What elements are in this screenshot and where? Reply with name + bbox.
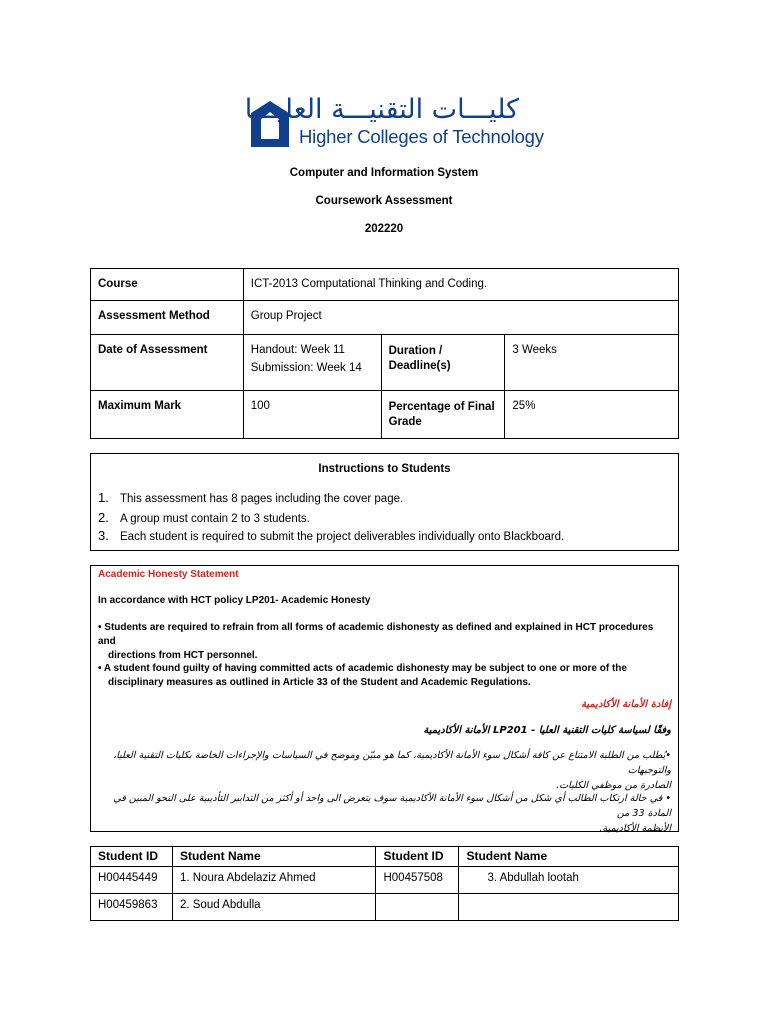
honesty-arabic-bullet-1	[101, 748, 671, 793]
handout-week: Handout: Week 11	[250, 344, 345, 356]
honesty-bullet-1-line-2: directions from HCT personnel.	[108, 650, 258, 661]
instruction-item	[98, 510, 310, 525]
max-mark-row	[91, 391, 679, 439]
student-name-cell: 1. Noura Abdelaziz Ahmed	[172, 867, 376, 894]
course-value: ICT-2013 Computational Thinking and Coding.	[243, 269, 678, 301]
honesty-bullet-2-line-2: disciplinary measures as outlined in Article 33 of the Student and Academic Regulations.	[108, 677, 531, 688]
hct-logo	[244, 94, 544, 153]
honesty-bullet-2-line-1: • A student found guilty of having committed acts of academic dishonesty may be subject to one or more of the	[98, 663, 627, 674]
students-table	[90, 846, 679, 921]
students-header-row	[91, 847, 679, 867]
method-row	[91, 301, 679, 335]
student-name-cell: 2. Soud Abdulla	[172, 894, 376, 921]
percentage-label: Percentage of Final Grade	[381, 391, 505, 439]
honesty-arabic-bullet-2	[101, 791, 671, 836]
submission-week: Submission: Week 14	[250, 362, 362, 374]
table-row	[91, 867, 679, 894]
instruction-number: 3.	[98, 528, 109, 543]
header-student-id: Student ID	[91, 847, 173, 867]
date-value	[243, 335, 381, 391]
instruction-item	[98, 528, 564, 543]
date-row	[91, 335, 679, 391]
honesty-arabic-bullet-2-line-1: • في حالة ارتكاب الطالب أي شكل من أشكال سوء الأمانة الأكاديمية سوف يتعرض الى واحد أو أكثر من التدابير التأديبية على النحو المبين في المادة 33 من	[113, 793, 671, 819]
honesty-title: Academic Honesty Statement	[98, 569, 239, 580]
department-title: Computer and Information System	[289, 167, 479, 179]
course-info-table	[90, 268, 679, 439]
instructions-title: Instructions to Students	[318, 463, 451, 475]
course-label: Course	[91, 269, 244, 301]
logo-arabic-name: كليـــات التقنيـــة العليـــا	[244, 94, 519, 125]
instructions-box	[90, 453, 679, 551]
course-row	[91, 269, 679, 301]
honesty-bullet-2	[98, 662, 668, 690]
honesty-policy: In accordance with HCT policy LP201- Academic Honesty	[98, 595, 371, 606]
header-student-name: Student Name	[459, 847, 679, 867]
student-id-cell: H00459863	[91, 894, 173, 921]
duration-label: Duration / Deadline(s)	[381, 335, 505, 391]
instruction-number: 2.	[98, 510, 109, 525]
instruction-item	[98, 490, 403, 505]
honesty-arabic-bullet-1-line-1: •يُطلب من الطلبة الامتناع عن كافة أشكال سوء الأمانة الأكاديمية، كما هو مبيّن وموضح في السياسات والإجراءات الخاصة بكليات التقنية العليا، والتوجيهات	[113, 750, 671, 776]
instruction-text: This assessment has 8 pages including the cover page.	[120, 493, 404, 505]
percentage-value: 25%	[505, 391, 679, 439]
honesty-arabic-bullet-2-line-2: الأنظمة الأكاديمية.	[599, 823, 671, 834]
max-mark-value: 100	[243, 391, 381, 439]
instruction-text: A group must contain 2 to 3 students.	[120, 513, 310, 525]
header-student-id: Student ID	[376, 847, 459, 867]
header-student-name: Student Name	[172, 847, 376, 867]
instruction-text: Each student is required to submit the project deliverables individually onto Blackboard.	[120, 531, 565, 543]
student-name-cell: 3. Abdullah lootah	[459, 867, 679, 894]
honesty-bullet-1-line-1: • Students are required to refrain from all forms of academic dishonesty as defined and explained in HCT procedures and	[98, 622, 654, 647]
student-id-cell: H00457508	[376, 867, 459, 894]
term-code: 202220	[364, 223, 404, 235]
honesty-bullet-1	[98, 621, 668, 663]
duration-value: 3 Weeks	[505, 335, 679, 391]
logo-english-name: Higher Colleges of Technology	[299, 126, 544, 147]
honesty-arabic-bullet-1-line-2: الصادرة من موظفي الكليات.	[556, 780, 671, 791]
student-name-cell	[459, 894, 679, 921]
document-type: Coursework Assessment	[315, 195, 453, 207]
academic-honesty-box	[90, 565, 679, 832]
honesty-arabic-title: إفادة الأمانة الأكاديمية	[581, 699, 671, 710]
student-id-cell: H00445449	[91, 867, 173, 894]
instruction-number: 1.	[98, 490, 109, 505]
method-value: Group Project	[243, 301, 678, 335]
student-id-cell	[376, 894, 459, 921]
method-label: Assessment Method	[91, 301, 244, 335]
table-row	[91, 894, 679, 921]
max-mark-label: Maximum Mark	[91, 391, 244, 439]
honesty-arabic-policy: وفقًا لسياسة كليات التقنية العليا - LP201 الأمانة الأكاديمية	[423, 725, 671, 736]
date-label: Date of Assessment	[91, 335, 244, 391]
